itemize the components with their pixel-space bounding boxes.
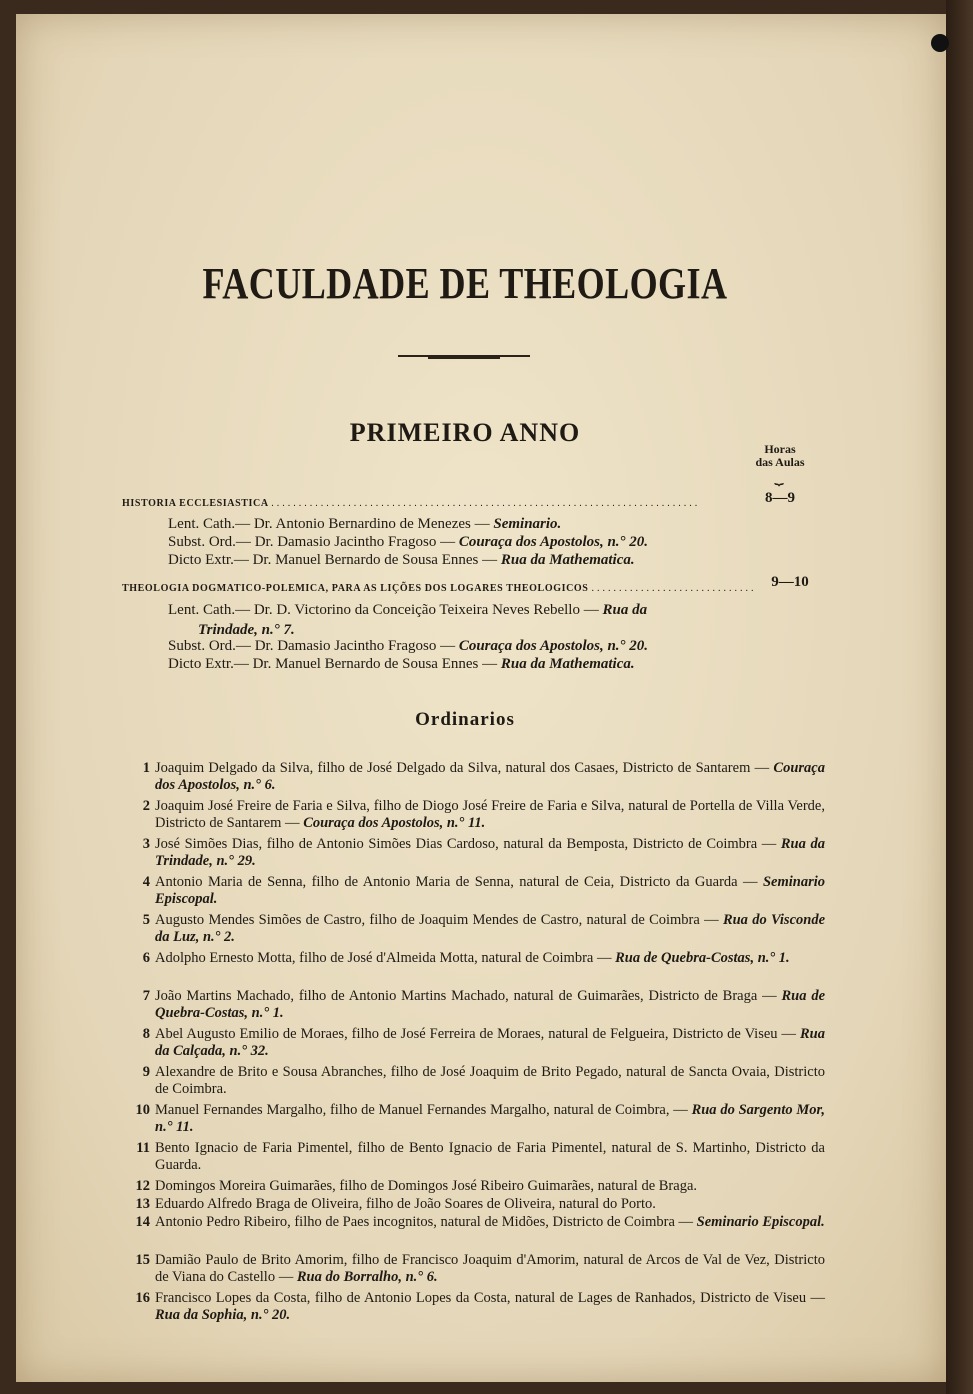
ordinarios-heading: Ordinarios [415, 709, 515, 730]
course-title [122, 498, 732, 509]
bleed-through [330, 90, 336, 116]
professor-line: Subst. Ord.— Dr. Damasio Jacintho Fragoso — Couraça dos Apostolos, n.° 20. [168, 534, 649, 550]
page-title: FACULDADE DE THEOLOGIA [202, 259, 728, 308]
hours-header [745, 443, 815, 469]
course-name: THEOLOGIA DOGMATICO-POLEMICA, PARA AS LIÇÕES DOS LOGARES THEOLOGICOS [122, 583, 589, 594]
course-hours: 9—10 [771, 574, 809, 590]
hours-header-line2: das Aulas [755, 455, 805, 469]
document-page [16, 14, 946, 1382]
hours-header-line1: Horas [764, 442, 796, 456]
professor-line: Dicto Extr.— Dr. Manuel Bernardo de Sousa Ennes — Rua da Mathematica. [168, 656, 635, 672]
binding-hole [931, 34, 949, 52]
page-edge [946, 0, 973, 1394]
leader-dots: .............................................................................. [271, 498, 701, 509]
hours-brace: ⏟ [774, 468, 784, 485]
professor-line: Lent. Cath.— Dr. D. Victorino da Conceição Teixeira Neves Rebello — Rua da [168, 602, 648, 618]
professor-line: Subst. Ord.— Dr. Damasio Jacintho Fragoso — Couraça dos Apostolos, n.° 20. [168, 638, 649, 654]
course-title [122, 583, 757, 594]
title-rule [398, 355, 530, 357]
professor-line: Dicto Extr.— Dr. Manuel Bernardo de Sousa Ennes — Rua da Mathematica. [168, 552, 635, 568]
course-name: HISTORIA ECCLESIASTICA [122, 498, 269, 509]
professor-line: Lent. Cath.— Dr. Antonio Bernardino de Menezes — Seminario. [168, 516, 562, 532]
leader-dots: .............................. [591, 583, 757, 594]
year-heading: PRIMEIRO ANNO [349, 418, 581, 447]
course-hours: 8—9 [765, 490, 795, 506]
professor-line-continued: Trindade, n.° 7. [198, 622, 295, 638]
